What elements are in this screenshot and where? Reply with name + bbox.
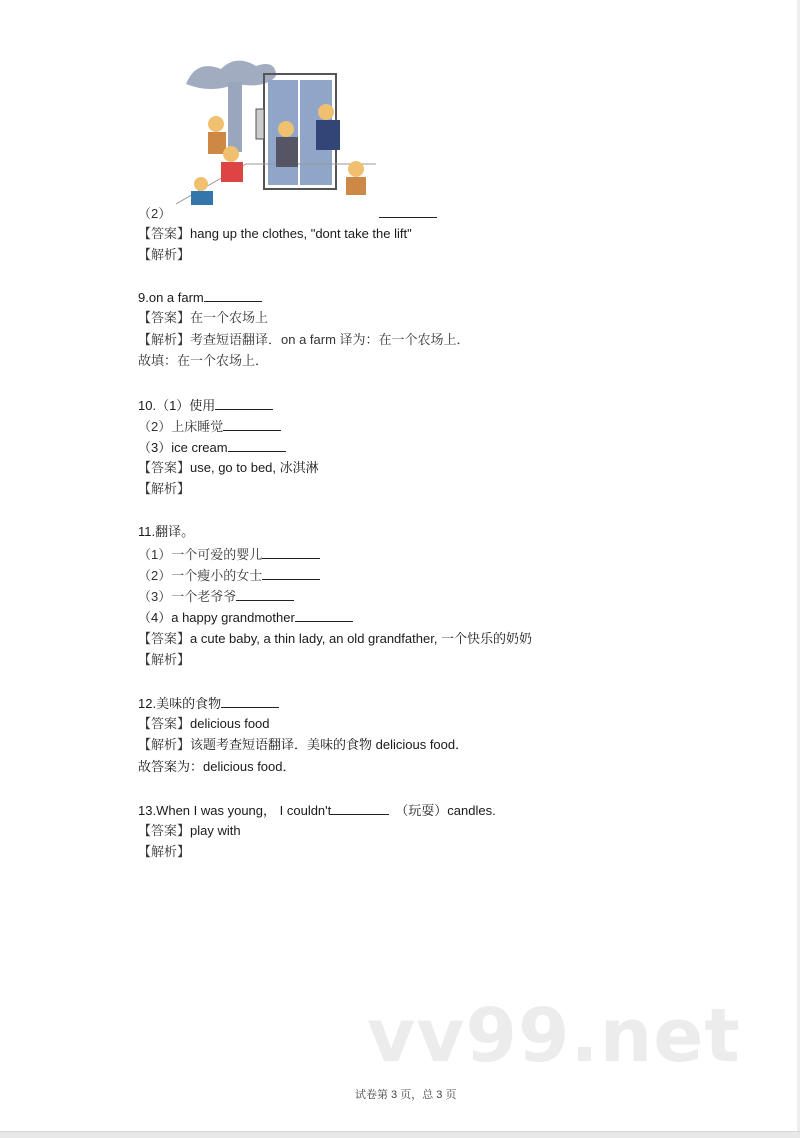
answer-blank bbox=[204, 289, 262, 302]
sub-text: （3）ice cream bbox=[138, 440, 228, 455]
analysis-text: 考查短语翻译．on a farm 译为：在一个农场上． bbox=[190, 332, 470, 347]
question-text: 13.When I was young， I couldn't bbox=[138, 803, 332, 818]
analysis-text: 该题考查短语翻译．美味的食物 delicious food． bbox=[190, 737, 469, 752]
answer-text: play with bbox=[190, 823, 241, 838]
answer-blank bbox=[331, 802, 389, 815]
q10-analysis-tag: 【解析】 bbox=[138, 481, 191, 496]
answer-tag: 【答案】 bbox=[138, 226, 191, 241]
answer-text: a cute baby, a thin lady, an old grandfather, 一个快乐的奶奶 bbox=[190, 631, 533, 646]
question-text: 12.美味的食物 bbox=[138, 696, 222, 711]
answer-blank bbox=[379, 205, 437, 218]
answer-blank bbox=[223, 418, 281, 431]
answer-blank bbox=[262, 546, 320, 559]
sub-text: （4）a happy grandmother bbox=[138, 610, 295, 625]
analysis-tag: 【解析】 bbox=[138, 332, 191, 347]
q13-answer bbox=[138, 823, 241, 839]
q10-sub3 bbox=[138, 439, 286, 456]
answer-tag: 【答案】 bbox=[138, 716, 191, 731]
answer-text: use, go to bed, 冰淇淋 bbox=[190, 460, 319, 475]
sub-text: （3）一个老爷爷 bbox=[138, 589, 237, 604]
answer-blank bbox=[262, 567, 320, 580]
page-footer: 试卷第 3 页，总 3 页 bbox=[355, 1089, 457, 1101]
q11-sub4 bbox=[138, 609, 353, 626]
q11-sub2 bbox=[138, 567, 320, 584]
answer-blank bbox=[295, 609, 353, 622]
answer-blank bbox=[228, 439, 286, 452]
answer-blank bbox=[221, 695, 279, 708]
cartoon-illustration-fire-elevator bbox=[176, 54, 376, 214]
q9-analysis bbox=[138, 332, 470, 348]
sub-label: （2） bbox=[138, 206, 172, 221]
question-text-end: （玩耍）candles. bbox=[395, 803, 496, 818]
q11-sub1 bbox=[138, 546, 320, 563]
q12-question bbox=[138, 695, 279, 712]
answer-text: delicious food bbox=[190, 716, 270, 731]
q8-analysis-tag: 【解析】 bbox=[138, 247, 191, 262]
sub-text: 10.（1）使用 bbox=[138, 398, 216, 413]
answer-text: 在一个农场上 bbox=[190, 310, 269, 325]
q12-fill: 故答案为：delicious food． bbox=[138, 759, 296, 774]
q8-sub2 bbox=[138, 205, 437, 222]
q11-answer bbox=[138, 631, 532, 647]
analysis-tag: 【解析】 bbox=[138, 737, 191, 752]
answer-text: hang up the clothes, "dont take the lift" bbox=[190, 226, 412, 241]
q12-analysis bbox=[138, 737, 468, 753]
watermark: vv99.net bbox=[367, 993, 741, 1079]
question-text: 9.on a farm bbox=[138, 290, 204, 305]
q9-fill: 故填：在一个农场上． bbox=[138, 353, 269, 368]
q12-answer bbox=[138, 716, 270, 732]
answer-blank bbox=[215, 397, 273, 410]
answer-tag: 【答案】 bbox=[138, 460, 191, 475]
q10-sub2 bbox=[138, 418, 281, 435]
answer-blank bbox=[236, 588, 294, 601]
q9-answer bbox=[138, 310, 268, 326]
q9-question bbox=[138, 289, 262, 306]
q11-title: 11.翻译。 bbox=[138, 524, 195, 539]
q10-sub1 bbox=[138, 397, 273, 414]
q8-answer bbox=[138, 226, 412, 242]
q11-analysis-tag: 【解析】 bbox=[138, 652, 191, 667]
q11-sub3 bbox=[138, 588, 294, 605]
answer-tag: 【答案】 bbox=[138, 631, 191, 646]
answer-tag: 【答案】 bbox=[138, 823, 191, 838]
sub-text: （2）一个瘦小的女士 bbox=[138, 568, 263, 583]
q10-answer bbox=[138, 460, 319, 476]
sub-text: （2）上床睡觉 bbox=[138, 419, 224, 434]
q13-analysis-tag: 【解析】 bbox=[138, 844, 191, 859]
answer-tag: 【答案】 bbox=[138, 310, 191, 325]
sub-text: （1）一个可爱的婴儿 bbox=[138, 547, 263, 562]
q13-question bbox=[138, 802, 496, 819]
